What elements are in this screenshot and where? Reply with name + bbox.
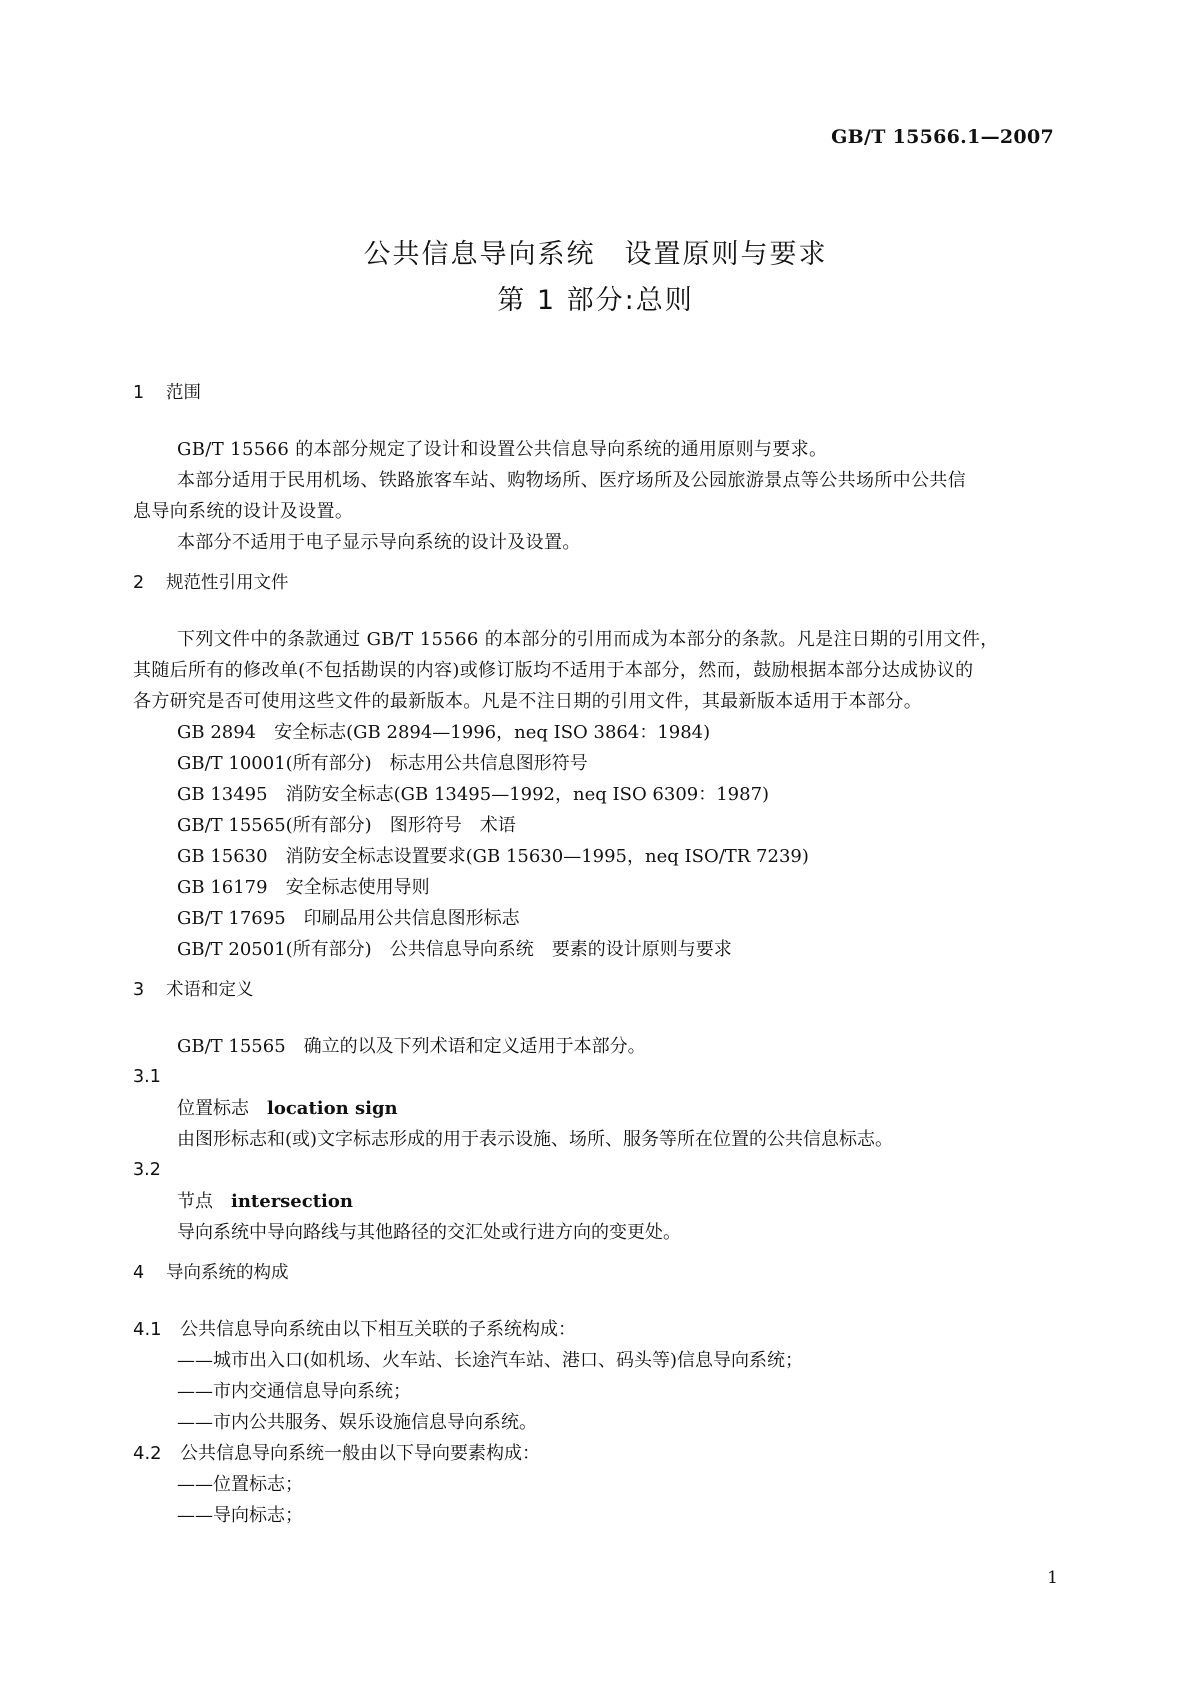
paragraph-line: 本部分不适用于电子显示导向系统的设计及设置。 bbox=[177, 532, 581, 553]
list-item: ——城市出入口(如机场、火车站、长途汽车站、港口、码头等)信息导向系统； bbox=[177, 1350, 804, 1371]
document-body bbox=[133, 376, 1059, 1531]
section-heading-4 bbox=[133, 1256, 1059, 1314]
normative-reference: GB/T 20501(所有部分) 公共信息导向系统 要素的设计原则与要求 bbox=[177, 939, 732, 960]
normative-reference: GB 13495 消防安全标志(GB 13495—1992，neq ISO 6309：1987) bbox=[177, 784, 770, 805]
standard-code: GB/T 15566.1—2007 bbox=[831, 126, 1054, 148]
normative-reference: GB/T 17695 印刷品用公共信息图形标志 bbox=[177, 908, 520, 929]
section-number: 3 bbox=[133, 980, 145, 1000]
term-title bbox=[133, 1093, 1059, 1124]
section-title: 范围 bbox=[166, 383, 201, 403]
normative-reference: GB 15630 消防安全标志设置要求(GB 15630—1995，neq ISO/TR 7239) bbox=[177, 846, 809, 867]
list-item: ——市内交通信息导向系统； bbox=[177, 1381, 411, 1402]
title-line-1: 公共信息导向系统 设置原则与要求 bbox=[363, 239, 828, 270]
paragraph-line: 各方研究是否可使用这些文件的最新版本。凡是不注日期的引用文件，其最新版本适用于本部分。 bbox=[133, 691, 923, 712]
clause-4-1 bbox=[133, 1314, 1059, 1345]
document-title bbox=[0, 232, 1191, 324]
paragraph-line: GB/T 15565 确立的以及下列术语和定义适用于本部分。 bbox=[177, 1036, 646, 1057]
section-heading-1 bbox=[133, 376, 1059, 434]
term-definition: 由图形标志和(或)文字标志形成的用于表示设施、场所、服务等所在位置的公共信息标志。 bbox=[177, 1129, 894, 1150]
section-title: 术语和定义 bbox=[166, 980, 254, 1000]
normative-reference: GB 2894 安全标志(GB 2894—1996，neq ISO 3864：1984) bbox=[177, 722, 711, 743]
term-number: 3.2 bbox=[133, 1160, 161, 1180]
clause-number: 4.2 bbox=[133, 1443, 162, 1464]
section-title: 规范性引用文件 bbox=[166, 573, 289, 593]
term-chinese: 节点 bbox=[177, 1191, 213, 1212]
section-number: 2 bbox=[133, 573, 145, 593]
paragraph-line: GB/T 15566 的本部分规定了设计和设置公共信息导向系统的通用原则与要求。 bbox=[177, 439, 828, 460]
section-heading-3 bbox=[133, 973, 1059, 1031]
title-line-2: 第 1 部分:总则 bbox=[497, 285, 694, 316]
term-definition: 导向系统中导向路线与其他路径的交汇处或行进方向的变更处。 bbox=[177, 1222, 681, 1243]
term-english: location sign bbox=[267, 1098, 398, 1119]
normative-reference: GB 16179 安全标志使用导则 bbox=[177, 877, 430, 898]
term-english: intersection bbox=[231, 1191, 353, 1212]
list-item: ——市内公共服务、娱乐设施信息导向系统。 bbox=[177, 1412, 537, 1433]
normative-reference: GB/T 15565(所有部分) 图形符号 术语 bbox=[177, 815, 516, 836]
page-number: 1 bbox=[1047, 1568, 1058, 1588]
clause-4-2 bbox=[133, 1438, 1059, 1469]
section-number: 1 bbox=[133, 383, 145, 403]
section-title: 导向系统的构成 bbox=[166, 1263, 289, 1283]
clause-text: 公共信息导向系统一般由以下导向要素构成： bbox=[180, 1443, 540, 1464]
term-chinese: 位置标志 bbox=[177, 1098, 249, 1119]
clause-number: 4.1 bbox=[133, 1319, 162, 1340]
paragraph-line: 息导向系统的设计及设置。 bbox=[133, 501, 354, 522]
term-title bbox=[133, 1186, 1059, 1217]
list-item: ——位置标志； bbox=[177, 1474, 303, 1495]
term-number: 3.1 bbox=[133, 1067, 161, 1087]
paragraph-line: 下列文件中的条款通过 GB/T 15566 的本部分的引用而成为本部分的条款。凡是注日期的引用文件， bbox=[177, 629, 999, 650]
section-number: 4 bbox=[133, 1263, 145, 1283]
normative-reference: GB/T 10001(所有部分) 标志用公共信息图形符号 bbox=[177, 753, 588, 774]
list-item: ——导向标志； bbox=[177, 1505, 303, 1526]
clause-text: 公共信息导向系统由以下相互关联的子系统构成： bbox=[180, 1319, 576, 1340]
paragraph-line: 其随后所有的修改单(不包括勘误的内容)或修订版均不适用于本部分，然而，鼓励根据本部分达成协议的 bbox=[133, 660, 974, 681]
section-heading-2 bbox=[133, 566, 1059, 624]
paragraph-line: 本部分适用于民用机场、铁路旅客车站、购物场所、医疗场所及公园旅游景点等公共场所中公共信 bbox=[177, 470, 967, 491]
